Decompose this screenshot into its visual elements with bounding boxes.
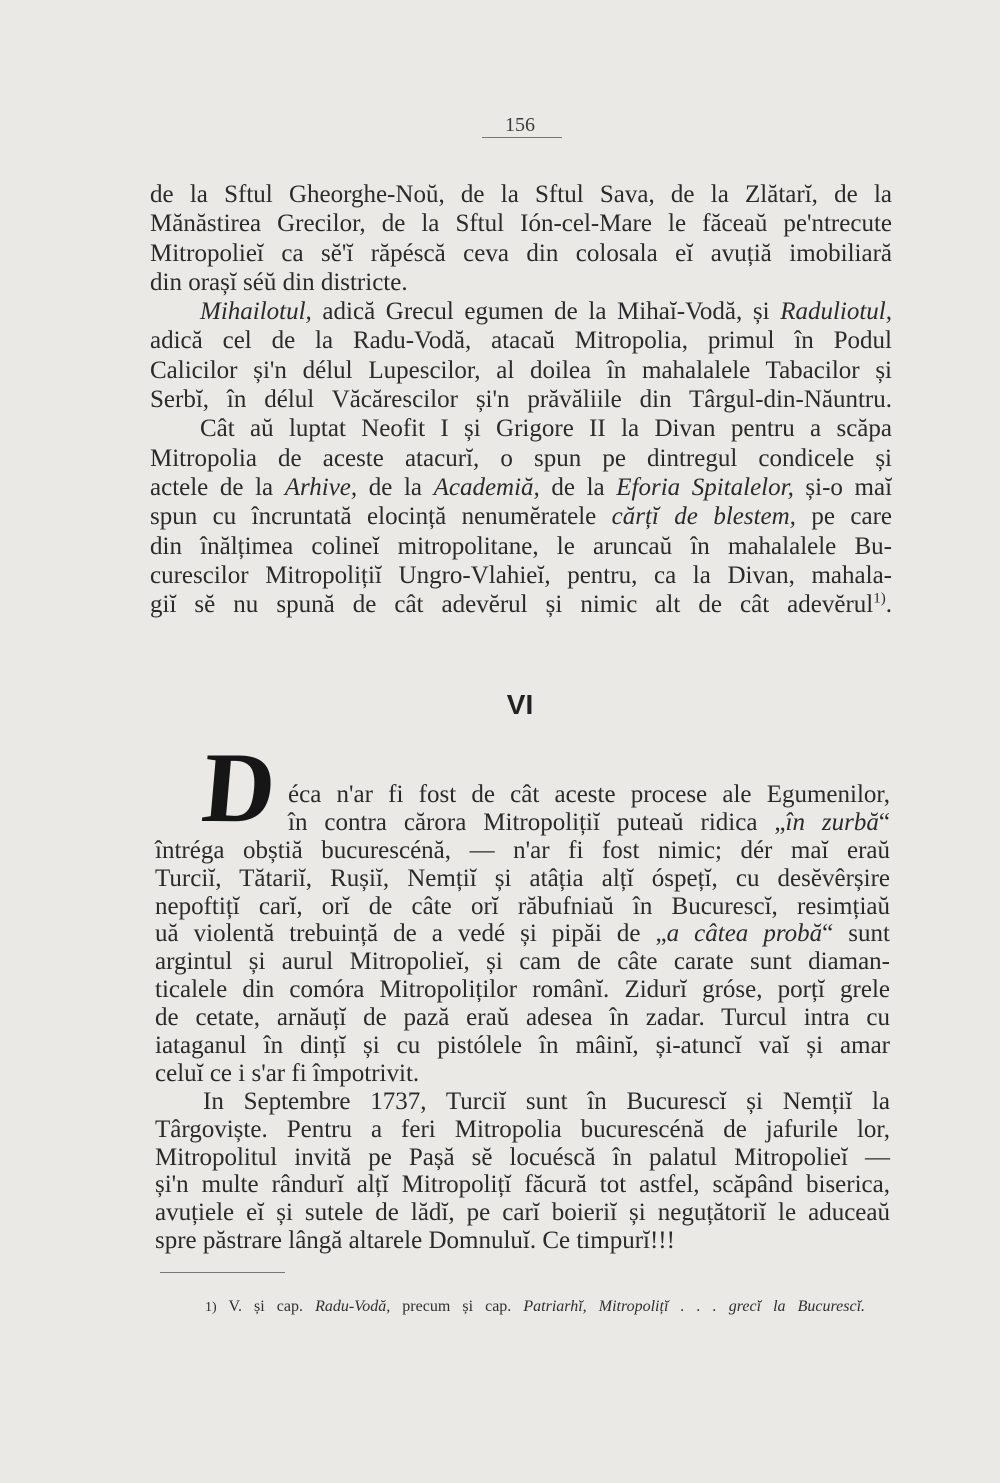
text-line [150,180,892,209]
text-line [150,414,892,443]
text-segment: Serbĭ, în délul Văcărescilor și'n prăvăliile din Târgul-din-Năuntru. [150,386,892,414]
text-line [150,561,892,590]
italic-text: cărțĭ de blestem, [611,503,796,531]
text-line [150,590,892,619]
text-segment: spun cu încruntată elocință nenumĕratele [150,503,612,531]
text-segment: Mitropolitul invită pe Pașă sĕ locuéscă în palatul Mitropolieĭ — [155,1143,890,1171]
footnote-rule [160,1272,285,1273]
text-line [155,781,890,809]
text-line [155,1171,890,1199]
text-segment: . [885,591,892,619]
footnote-italic-text: Patriarhĭ, Mitropolițĭ . . . grecĭ la Bucurescĭ. [523,1298,866,1315]
section-heading: VI [506,689,534,720]
text-segment: de cetate, arnăuțĭ de pază eraŭ adesea în zadar. Turcul intra cu [155,1004,890,1032]
text-segment: de la [357,473,434,501]
text-segment: actele de la [150,473,285,501]
text-segment: nepoftițĭ carĭ, orĭ de câte orĭ răbufniaŭ în Bucurescĭ, resimțiaŭ [155,892,890,920]
text-segment: In Septembre 1737, Turciĭ sunt în Bucurescĭ și Nemțiĭ la [203,1087,890,1115]
text-line [150,239,892,268]
text-segment: și'n multe rândurĭ alțĭ Mitropolițĭ făcură tot astfel, scăpând biserica, [155,1171,890,1199]
italic-text: Academiă, [433,473,540,501]
text-line [150,268,892,297]
text-line [155,1116,890,1144]
text-line [150,502,892,531]
footnote-text: precum și cap. [390,1298,524,1315]
text-segment: argintul și aurul Mitropolieĭ, și cam de câte carate sunt diaman- [155,948,890,976]
text-line [155,893,890,921]
text-segment: Calicilor și'n délul Lupescilor, al doilea în mahalalele Tabacilor și [150,356,892,384]
text-segment: avuțiele eĭ și sutele de lădĭ, pe carĭ boieriĭ și neguțătoriĭ le aduceaŭ [155,1199,890,1227]
text-segment: de la Sftul Gheorghe-Noŭ, de la Sftul Sava, de la Zlătarĭ, de la [150,181,892,208]
text-segment: Cât aŭ luptat Neofit I și Grigore II la Divan pentru a scăpa [200,415,892,443]
text-segment: ticalele din comóra Mitropoliților românĭ. Zidurĭ gróse, porțĭ grele [155,976,890,1004]
footnote-italic-text: Radu-Vodă, [315,1298,391,1315]
text-line [155,1088,890,1116]
text-line [155,1199,890,1227]
footnote-text: V. și cap. [216,1298,316,1315]
text-line [155,1144,890,1172]
text-segment: éca n'ar fi fost de cât aceste procese ale Egumenilor, [288,781,890,808]
text-line [150,532,892,561]
text-line [155,948,890,976]
text-line [155,920,890,948]
italic-text: în zurbă [785,808,879,836]
text-line [155,1060,890,1088]
text-line [155,1004,890,1032]
text-line [155,1227,890,1255]
text-segment: Mănăstirea Grecilor, de la Sftul Ión-cel-Mare le făceaŭ pe'ntrecute [150,210,892,238]
text-segment: din înălțimea colineĭ mitropolitane, le aruncaŭ în mahalalele Bu- [150,532,892,560]
text-segment: curescilor Mitropolițiĭ Ungro-Vlahieĭ, pentru, ca la Divan, mahala- [150,561,892,589]
page-number: 156 [505,114,535,136]
text-line [155,1032,890,1060]
text-line [155,809,890,837]
italic-text: Mihailotul, [200,298,312,326]
italic-text: Arhive, [284,473,358,501]
text-segment: Târgoviște. Pentru a feri Mitropolia bucurescénă de jafurile lor, [155,1115,890,1143]
footnote [205,1297,865,1318]
page-number-rule [482,137,562,138]
text-segment: de la [539,473,617,501]
text-line [155,865,890,893]
section-vi-text-block [155,781,890,1255]
continuation-text-block [150,180,892,619]
text-segment: adică cel de la Radu-Vodă, atacaŭ Mitropolia, primul în Podul [150,327,892,355]
text-line [150,385,892,414]
text-segment: “ sunt [822,920,890,948]
italic-text: a câtea probă [666,920,823,948]
text-segment: celuĭ ce i s'ar fi împotrivit. [155,1059,420,1087]
footnote-marker: 1) [205,1300,217,1315]
text-segment: iataganul în dințĭ și cu pistólele în mâinĭ, și-atuncĭ vaĭ și amar [155,1032,890,1060]
text-segment: în contra cărora Mitropolițiĭ puteaŭ ridica „ [288,808,786,836]
text-segment: “ [878,808,891,836]
text-segment: spre păstrare lângă altarele Domnuluĭ. Ce timpurĭ!!! [155,1227,675,1255]
italic-text: Eforia Spitalelor, [616,473,794,501]
text-line [150,473,892,502]
text-segment: uă violentă trebuință de a vedé și pipăi de „ [155,920,667,948]
text-segment: și-o maĭ [793,473,893,501]
text-line [155,837,890,865]
text-segment: din orașĭ séŭ din districte. [150,268,408,296]
text-segment: Mitropolia de aceste atacurĭ, o spun pe dintregul condicele și [150,444,892,472]
text-line [150,297,892,326]
text-segment: adică Grecul egumen de la Mihaĭ-Vodă, și [311,298,781,326]
drop-cap: D [198,732,281,843]
text-segment: Turciĭ, Tătariĭ, Rușiĭ, Nemțiĭ și atâția alțĭ óspețĭ, cu desĕvêrșire [155,864,890,892]
text-segment: întréga obștiă bucurescénă, — n'ar fi fost nimic; dér maĭ eraŭ [155,836,890,864]
text-segment: Mitropolieĭ ca sĕ'ĭ răpéscă ceva din colosala eĭ avuțiă imobiliară [150,239,892,267]
text-segment: pe care [795,503,892,531]
text-segment: giĭ sĕ nu spună de cât adevĕrul și nimic alt de cât adevĕrul [150,591,874,619]
italic-text: Raduliotul, [780,298,892,326]
text-line [150,444,892,473]
text-line [150,356,892,385]
footnote-reference: 1) [873,590,886,607]
text-line [155,976,890,1004]
text-line [150,326,892,355]
text-line [150,209,892,238]
